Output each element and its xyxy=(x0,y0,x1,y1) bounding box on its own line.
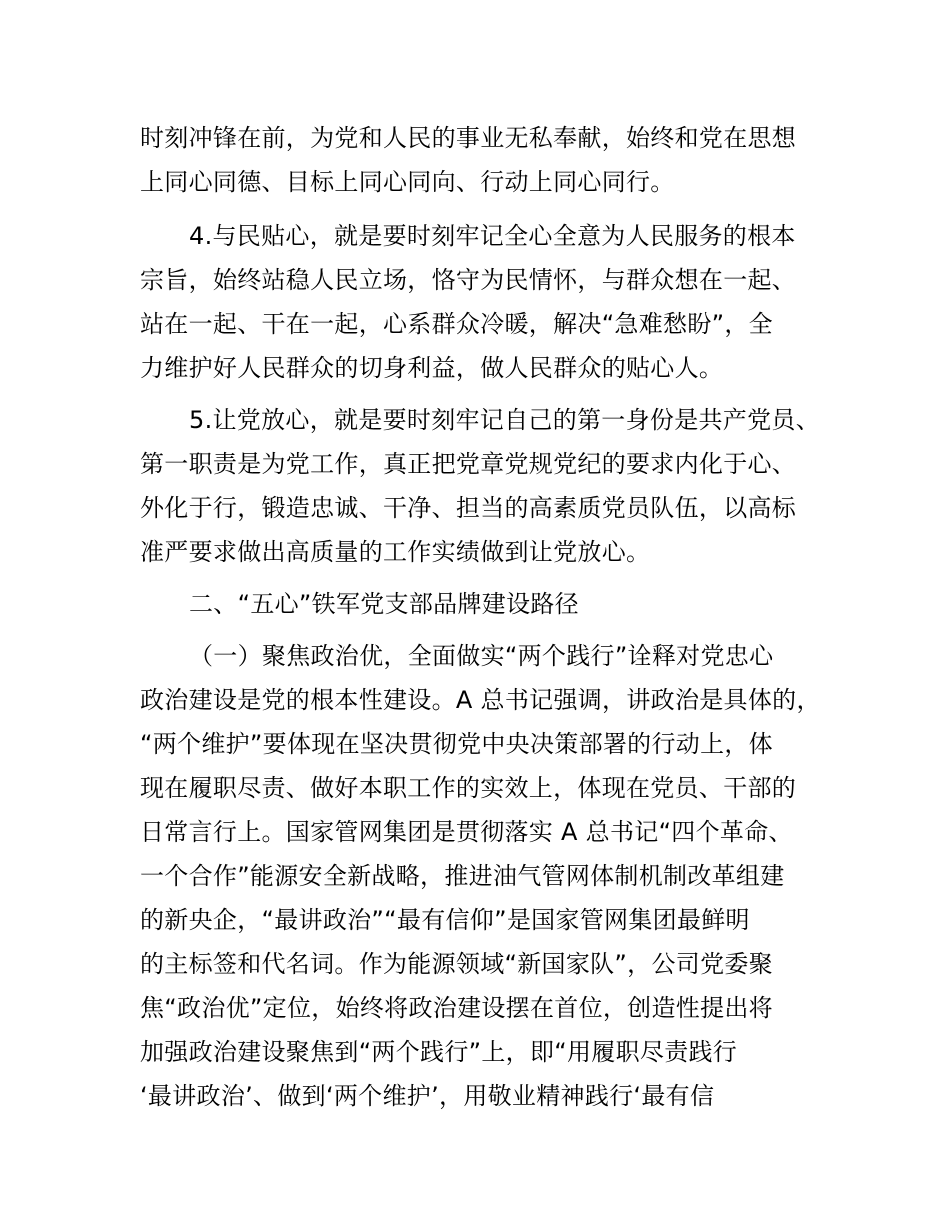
text-line: 第一职责是为党工作，真正把党章党规党纪的要求内化于心、 xyxy=(140,450,797,478)
paragraph-4-line: 4.与民贴心，就是要时刻牢记全心全意为人民服务的根本 xyxy=(189,222,796,250)
text-line: 焦“政治优”定位，始终将政治建设摆在首位，创造性提出将 xyxy=(140,994,773,1022)
text-line: 加强政治建设聚焦到“两个践行”上，即“用履职尽责践行 xyxy=(140,1038,738,1066)
text-line: 站在一起、干在一起，心系群众冷暖，解决“急难愁盼”，全 xyxy=(140,310,773,338)
text-line: “两个维护”要体现在坚决贯彻党中央决策部署的行动上，体 xyxy=(140,730,773,758)
text-line: 一个合作”能源安全新战略，推进油气管网体制机制改革组建 xyxy=(140,862,785,890)
text-line: 日常言行上。国家管网集团是贯彻落实 A 总书记“四个革命、 xyxy=(140,818,793,846)
section-heading: 二、“五心”铁军党支部品牌建设路径 xyxy=(189,590,579,618)
text-line: ‘最讲政治’、做到‘两个维护’，用敬业精神践行‘最有信 xyxy=(140,1082,715,1110)
text-line: 力维护好人民群众的切身利益，做人民群众的贴心人。 xyxy=(140,354,724,382)
text-line: 上同心同德、目标上同心同向、行动上同心同行。 xyxy=(140,168,675,196)
text-line: 的新央企，“最讲政治”“最有信仰”是国家管网集团最鲜明 xyxy=(140,906,750,934)
text-line: 准严要求做出高质量的工作实绩做到让党放心。 xyxy=(140,538,651,566)
text-line: 政治建设是党的根本性建设。A 总书记强调，讲政治是具体的， xyxy=(140,686,821,714)
text-line: 的主标签和代名词。作为能源领域“新国家队”，公司党委聚 xyxy=(140,950,773,978)
text-line: 外化于行，锻造忠诚、干净、担当的高素质党员队伍，以高标 xyxy=(140,494,797,522)
text-line: 现在履职尽责、做好本职工作的实效上，体现在党员、干部的 xyxy=(140,774,797,802)
paragraph-5-line: 5.让党放心，就是要时刻牢记自己的第一身份是共产党员、 xyxy=(189,406,820,434)
text-line: 时刻冲锋在前，为党和人民的事业无私奉献，始终和党在思想 xyxy=(140,124,797,152)
text-line: 宗旨，始终站稳人民立场，恪守为民情怀，与群众想在一起、 xyxy=(140,266,797,294)
subsection-heading: （一）聚焦政治优，全面做实“两个践行”诠释对党忠心 xyxy=(189,642,774,670)
